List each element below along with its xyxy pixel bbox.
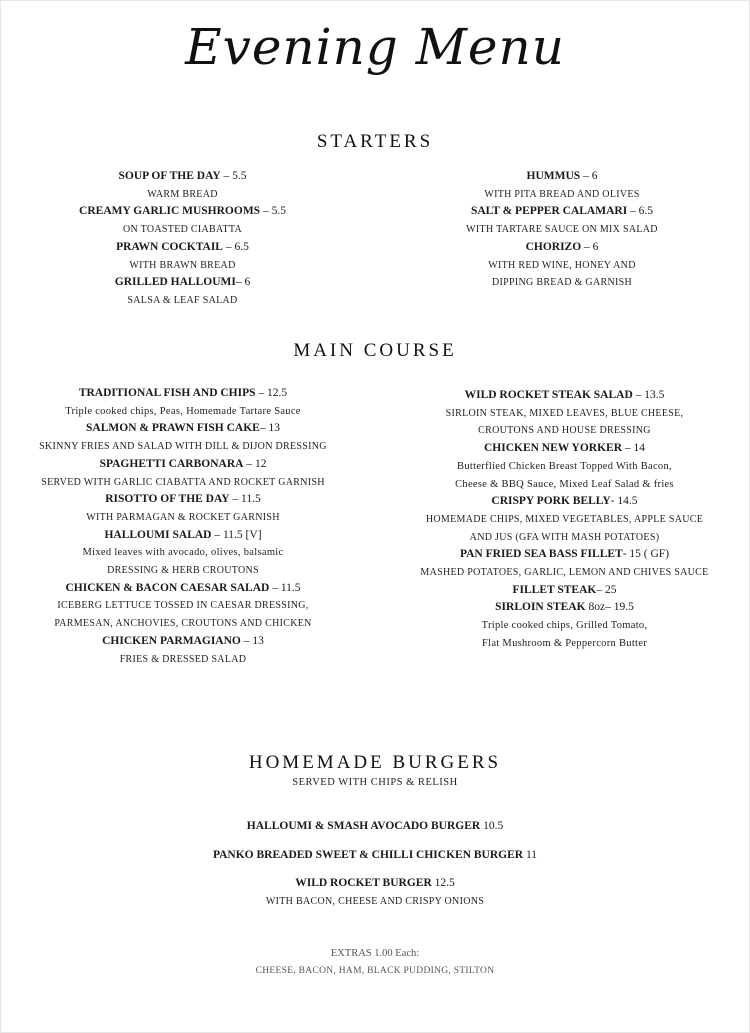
starter-name: SOUP OF THE DAY – 5.5 — [118, 170, 247, 182]
main-desc: WITH PARMAGAN & ROCKET GARNISH — [86, 511, 280, 523]
main-name: PAN FRIED SEA BASS FILLET- 15 ( GF) — [459, 548, 670, 561]
starter-name: CHORIZO – 6 — [525, 240, 599, 253]
extras-items: CHEESE, BACON, HAM, BLACK PUDDING, STILTON — [255, 966, 495, 976]
starter-desc: WITH BRAWN BREAD — [129, 259, 236, 271]
starters-right-column — [412, 168, 712, 292]
main-right-column — [412, 387, 717, 653]
starter-desc: DIPPING BREAD & GARNISH — [492, 277, 632, 289]
starter-desc: SALSA & LEAF SALAD — [127, 294, 238, 306]
main-name: CRISPY PORK BELLY- 14.5 — [491, 495, 638, 508]
main-name: CHICKEN NEW YORKER – 14 — [483, 442, 646, 455]
main-name: WILD ROCKET STEAK SALAD – 13.5 — [464, 389, 665, 401]
main-left-column — [18, 385, 348, 668]
main-desc: SKINNY FRIES AND SALAD WITH DILL & DIJON DRESSING — [39, 441, 327, 453]
starter-name: GRILLED HALLOUMI– 6 — [114, 276, 251, 289]
starter-desc: ON TOASTED CIABATTA — [123, 224, 242, 236]
main-desc: Cheese & BBQ Sauce, Mixed Leaf Salad & fries — [455, 478, 674, 490]
main-desc: ICEBERG LETTUCE TOSSED IN CAESAR DRESSING, — [57, 600, 309, 612]
burger-item: PANKO BREADED SWEET & CHILLI CHICKEN BURGER 11 — [212, 849, 538, 861]
main-name: CHICKEN & BACON CAESAR SALAD – 11.5 — [65, 581, 301, 594]
main-name: SPAGHETTI CARBONARA – 12 — [99, 457, 267, 470]
burgers-heading: HOMEMADE BURGERS — [248, 752, 502, 773]
burger-desc: WITH BACON, CHEESE AND CRISPY ONIONS — [265, 896, 485, 907]
main-desc: SERVED WITH GARLIC CIABATTA AND ROCKET GARNISH — [41, 476, 325, 488]
main-desc: AND JUS (GFA WITH MASH POTATOES) — [469, 531, 660, 543]
starter-name: PRAWN COCKTAIL – 6.5 — [116, 240, 249, 253]
main-desc: HOMEMADE CHIPS, MIXED VEGETABLES, APPLE SAUCE — [425, 513, 704, 525]
main-desc: Butterflied Chicken Breast Topped With Bacon, — [457, 460, 672, 472]
main-name: RISOTTO OF THE DAY – 11.5 — [105, 493, 261, 506]
main-name: HALLOUMI SALAD – 11.5 [V] — [104, 528, 262, 541]
main-desc: PARMESAN, ANCHOVIES, CROUTONS AND CHICKEN — [54, 618, 312, 630]
main-name: SIRLOIN STEAK 8oz– 19.5 — [495, 601, 634, 614]
starter-name: CREAMY GARLIC MUSHROOMS – 5.5 — [79, 205, 286, 218]
main-name: TRADITIONAL FISH AND CHIPS – 12.5 — [78, 387, 288, 399]
main-desc: Triple cooked chips, Grilled Tomato, — [481, 620, 648, 632]
burgers-subtitle: SERVED WITH CHIPS & RELISH — [292, 777, 458, 788]
main-desc: Mixed leaves with avocado, olives, balsamic — [82, 547, 284, 559]
menu-title: Evening Menu — [185, 18, 565, 76]
burger-item: WILD ROCKET BURGER 12.5 — [295, 877, 455, 889]
starter-name: HUMMUS – 6 — [526, 170, 598, 182]
main-name: CHICKEN PARMAGIANO – 13 — [102, 634, 264, 647]
main-desc: FRIES & DRESSED SALAD — [119, 653, 247, 665]
main-desc: DRESSING & HERB CROUTONS — [107, 565, 259, 577]
main-name: FILLET STEAK– 25 — [512, 583, 617, 596]
starter-desc: WITH PITA BREAD AND OLIVES — [484, 188, 640, 200]
extras-label: EXTRAS 1.00 Each: — [330, 948, 420, 959]
starter-name: SALT & PEPPER CALAMARI – 6.5 — [470, 205, 654, 218]
starters-heading: STARTERS — [316, 131, 434, 152]
starters-left-column — [30, 168, 335, 310]
burger-item: HALLOUMI & SMASH AVOCADO BURGER 10.5 — [246, 820, 504, 832]
starter-desc: WITH RED WINE, HONEY AND — [488, 259, 636, 271]
main-desc: Flat Mushroom & Peppercorn Butter — [481, 637, 648, 649]
main-desc: MASHED POTATOES, GARLIC, LEMON AND CHIVES SAUCE — [420, 567, 709, 579]
main-desc: CROUTONS AND HOUSE DRESSING — [478, 425, 651, 437]
main-course-heading: MAIN COURSE — [293, 340, 457, 361]
starter-desc: WITH TARTARE SAUCE ON MIX SALAD — [466, 224, 658, 236]
main-desc: Triple cooked chips, Peas, Homemade Tartare Sauce — [65, 405, 301, 417]
starter-desc: WARM BREAD — [147, 188, 218, 200]
main-desc: SIRLOIN STEAK, MIXED LEAVES, BLUE CHEESE, — [445, 407, 684, 419]
main-name: SALMON & PRAWN FISH CAKE– 13 — [86, 422, 280, 435]
